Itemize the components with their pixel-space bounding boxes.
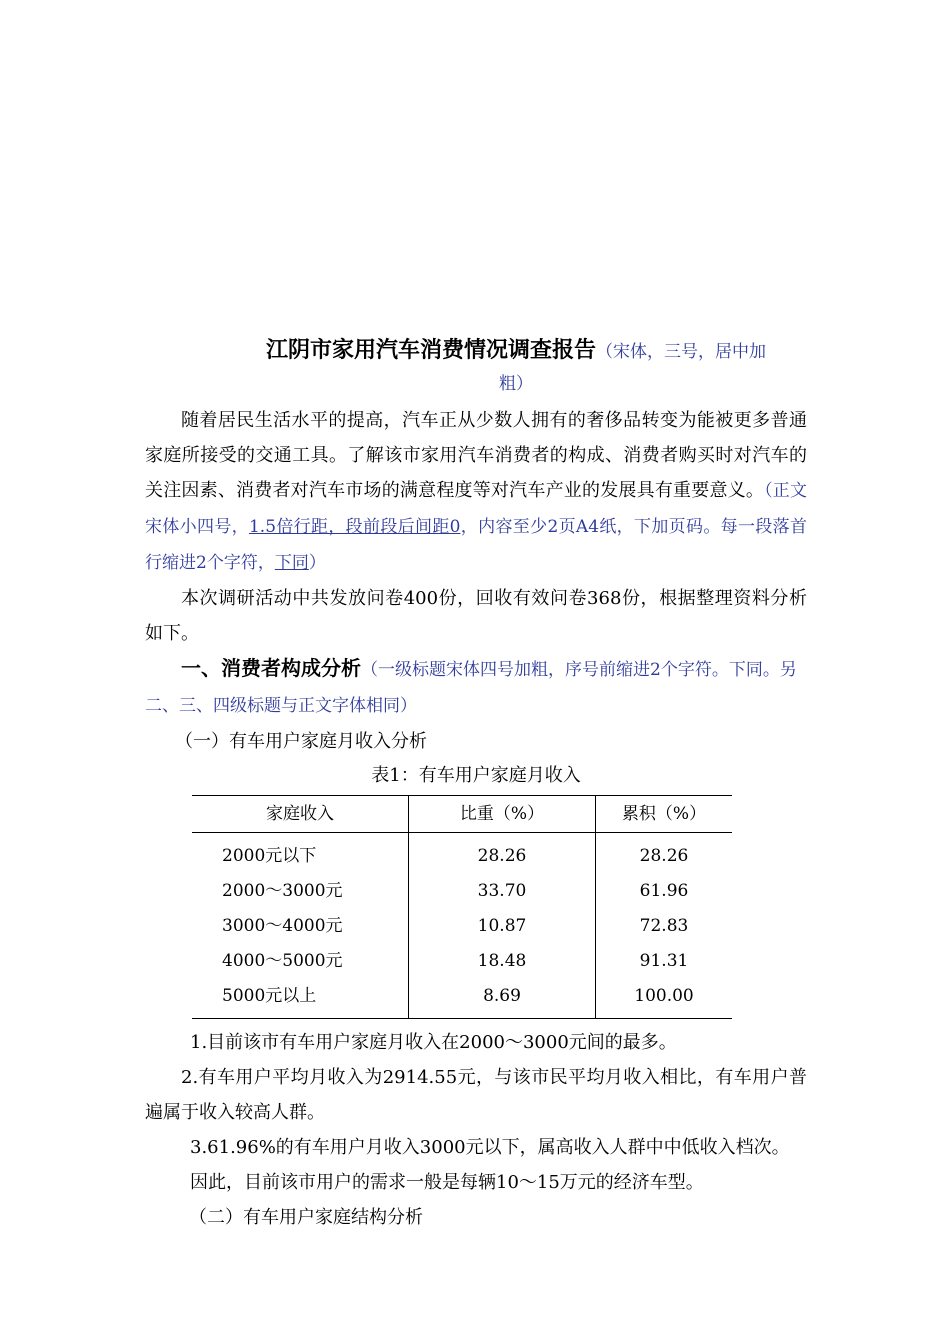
title-format-note-continued: 粗） [499,374,533,394]
cell-cumulative: 91.31 [596,944,733,979]
subsection-1-heading: （一）有车用户家庭月收入分析 [175,731,427,752]
cell-income: 4000～5000元 [222,951,343,971]
cell-income: 2000元以下 [222,846,317,866]
cell-cumulative: 100.00 [596,979,733,1019]
section-1-heading-line [145,651,807,724]
cell-income: 5000元以上 [192,979,409,1019]
cell-income: 2000～3000元 [222,881,343,901]
heading-format-note: （一级标题宋体四号加粗，序号前缩进2个字符。下同。另二、三、四级标题与正文字体相同） [145,660,797,716]
cell-income: 3000～4000元 [222,916,343,936]
cell-share: 33.70 [409,874,596,909]
table-row [192,833,732,875]
report-title-line [145,333,807,369]
income-table [192,795,732,1019]
table-row [192,944,732,979]
finding-conclusion: 因此，目前该市用户的需求一般是每辆10～15万元的经济车型。 [190,1172,704,1193]
section-1-heading: 一、消费者构成分析 [181,656,361,680]
cell-cumulative: 72.83 [596,909,733,944]
table-1-caption: 表1：有车用户家庭月收入 [371,765,581,786]
body-note-underlined: 1.5倍行距，段前段后间距0 [248,517,461,537]
body-note-same-below: 下同 [274,553,309,573]
header-cumulative: 累积（%） [596,796,733,833]
body-note-c: ，内容至少2页A4纸，下加页码。每一段落首行缩进2个字符， [145,517,807,573]
finding-1: 1.目前该市有车用户家庭月收入在2000～3000元间的最多。 [190,1032,677,1053]
body-note-a: （正文宋体小四号， [145,481,808,537]
body-note-close: ） [308,553,326,573]
title-format-note: （宋体，三号，居中加 [596,342,766,362]
table-header-row [192,796,732,833]
cell-share: 8.69 [409,979,596,1019]
header-share: 比重（%） [409,796,596,833]
finding-3: 3.61.96%的有车用户月收入3000元以下，属高收入人群中中低收入档次。 [190,1137,790,1158]
cell-cumulative: 28.26 [596,833,733,875]
cell-share: 18.48 [409,944,596,979]
header-income: 家庭收入 [192,796,409,833]
table-row [192,909,732,944]
intro-paragraph-1 [145,403,807,581]
subsection-2-heading: （二）有车用户家庭结构分析 [189,1207,423,1228]
report-title: 江阴市家用汽车消费情况调查报告 [265,337,596,363]
table-row [192,979,732,1019]
table-row [192,874,732,909]
finding-2: 2.有车用户平均月收入为2914.55元，与该市民平均月收入相比，有车用户普遍属于收入较高人群。 [145,1067,807,1123]
intro-text: 随着居民生活水平的提高，汽车正从少数人拥有的奢侈品转变为能被更多普通家庭所接受的交通工具。了解该市家用汽车消费者的构成、消费者购买时对汽车的关注因素、消费者对汽车市场的满意程度等对汽车产业的发展具有重要意义。 [145,410,807,501]
document-body [145,333,807,1235]
cell-cumulative: 61.96 [596,874,733,909]
cell-share: 28.26 [409,833,596,875]
cell-share: 10.87 [409,909,596,944]
intro-paragraph-2: 本次调研活动中共发放问卷400份，回收有效问卷368份，根据整理资料分析如下。 [145,588,807,644]
